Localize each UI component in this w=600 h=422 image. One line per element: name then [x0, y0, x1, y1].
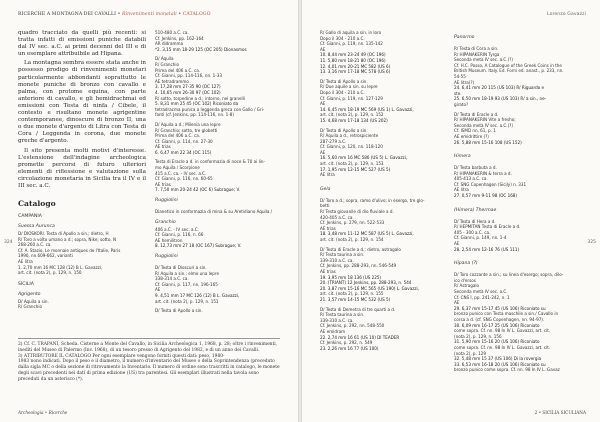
- coin-entry: 30. 6,09 mm 16-17 25 (US 106) Riconiato: [454, 322, 540, 328]
- entry-line: AE litra: [18, 259, 33, 265]
- entry-line: 420-405 a.C. ca.: [320, 214, 354, 220]
- footnote: 1983 nono indicati. Dopo il peso e il diametro, il numero d'inventario del Museo o della Soprintendenza (preceduto dalla sigla MC o della sezione di ritrovamento la Inventario. Il numero di ordine sono trascritti in catalogo, le monete degli scavi precedenti nei dati di prima edizione (US) tra parentesi. Gli esemplari illustrati nella tavola sono preceduti da un asterisco (*).: [18, 359, 280, 382]
- entry-line: 1. 2,70 mm 16 MC 128 (12) B L. Gavazzi,: [18, 264, 103, 270]
- entry-line: D/ Testa di Hera a d.: [454, 218, 496, 224]
- mint-heading: Ruggiolini: [155, 254, 178, 259]
- spacer: [320, 178, 448, 182]
- entry-line: betti: [320, 203, 330, 209]
- entry-line: 287-279 a.C.: [320, 138, 347, 144]
- entry-line: Cf. Gianni, p. 119, nn. 127-129: [320, 95, 383, 101]
- entry-line: R/ Testa taurina a sin.: [320, 252, 365, 258]
- entry-line: mo Aquila / Scorpione: [155, 165, 200, 171]
- coin-entry: 3. 17,28 mm 27-35 90 (OC 127): [155, 84, 221, 90]
- entry-line: AE: [454, 300, 460, 306]
- entry-line: R/ Granchio: [18, 304, 42, 310]
- entry-line: Cf. Jenkins, p. 292, nn. 548-550: [320, 323, 385, 329]
- entry-line: D/ Testa di Apollo a sin.: [320, 78, 368, 84]
- coin-entry: 20. (TRIANT) 12 Jenkins, pp. 288-293, n. 544: [320, 280, 412, 286]
- entry-line: Cf. Jenkins, pp. 162-164: [155, 35, 204, 41]
- entry-line: 1990, nn.609-662, varianti: [18, 253, 73, 259]
- page-number-left: 324: [4, 240, 13, 245]
- coin-entry: 9. 4,51 mm 17 MC 126 (12) B L. Gavazzi,: [155, 292, 240, 298]
- entry-line: Cf. Gianni, p. 114, nn. 27-30: [155, 138, 213, 144]
- entry-line: R/ Testa di Cora a sin.: [454, 46, 499, 51]
- entry-line: AE: [320, 149, 326, 155]
- catalogue-entries: [18, 214, 146, 310]
- entry-line: AE litra(?): [454, 79, 475, 85]
- coin-entry: 25. 6,50 mm 18-19 93 (US 103) R/ a sin., ne-: [454, 96, 547, 102]
- entry-line: bronzo punico come sopra. Cf. nn. 98 In IV L. Gavaz: [454, 367, 560, 373]
- coin-entry: 29. 6,37 mm 15-17 45 (US 106) Riconiato su: [454, 305, 546, 311]
- body-paragraph: quadro tracciato da quelli più recenti: si tratta infatti di emissioni puniche databili dal IV sec. a.C. ai primi decenni del III e di un esemplare attribuibile ad Hipana.: [18, 30, 146, 58]
- entry-line: R/ Testa taurina a sin.: [320, 312, 365, 318]
- entry-line: Cf. Gianni, pp. 114-116, nn. 1-33: [155, 73, 222, 79]
- entry-line: R/ Toro a volto umano a d.; sopra, Nike; sotto, N: [18, 236, 117, 242]
- entry-line: 510-480 a.C. ca.: [155, 30, 189, 35]
- entry-line: AE tetradrammo: [155, 78, 189, 84]
- entry-line: AE trias: [320, 225, 336, 231]
- entry-line: 406 a.C. - IV sec. a.C.: [155, 226, 199, 232]
- coin-entry: 14. 6,45 mm 18-19 MC 569 (US 1) L. Gavazzi,: [320, 106, 414, 112]
- coin-entry: 7. 7,50 mm 20-24 42 (OC 6) Subrague; V.: [155, 187, 241, 193]
- entry-line: come sopra. Cf. nn. 98 In IV L. Gavazzi, art. cit.: [454, 344, 551, 350]
- entry-line: R/ Astragalo: [454, 283, 480, 289]
- entry-line: fanti (cf. Jenkins, pp. 114-116, nn. 1-8): [155, 112, 234, 118]
- entry-line: Cf. Jenkins, p. 292, n. 549: [320, 340, 373, 346]
- entry-line: AE trias: [155, 181, 171, 187]
- entry-line: AE hemilitron: [155, 237, 183, 243]
- entry-line: R/ sotto, torpedine a d.; intorno, nei granelli: [155, 95, 245, 101]
- entry-line: R/ Due aquile a sin. su lepre: [320, 84, 378, 90]
- footer-left: Archeologia • Ricerche: [18, 410, 68, 415]
- running-head-right: Lorenzo Gavazzi: [546, 12, 586, 17]
- entry-line: Cf. SNG Copenhagen (Sicily) n. 331: [454, 181, 527, 187]
- entry-line: girato?: [454, 101, 469, 107]
- entry-line: Dopo il 304 - 210 a.C.: [320, 35, 365, 41]
- entry-line: 405-413 a.C. ca.: [454, 176, 488, 182]
- running-head-left: RICERCHE A MONTAGNA DEI CAVALLI • Rinvenimenti monetali • CATALOGO: [18, 12, 211, 17]
- spacer: [454, 199, 586, 203]
- coin-entry: 19. 3,95 mm 18 136 (US 225): [320, 274, 382, 280]
- entry-line: 415 a.C. ca. - IV sec. a.C.: [155, 170, 207, 176]
- entry-line: R/ Gallo di aquila a sin. in loro: [320, 30, 382, 35]
- coin-entry: 33. 6,53 mm 16-18 20 (US 106) Riconiato su: [454, 361, 546, 367]
- right-column-2: [454, 30, 586, 373]
- entry-line: D/ Toro a d.; sopra, ramo d'ulivo; in esergo, tre glo-: [320, 197, 425, 203]
- mint-heading: Agrigento: [18, 291, 41, 297]
- entry-line: bronzo punico con Testa maschile a sin./ Cavallo in: [454, 311, 559, 317]
- entry-line: D/ Aquila: [155, 56, 174, 62]
- entry-line: D/ DIOSKORI. Testa di Apollo a sin.; dietro, H: [18, 231, 109, 237]
- entry-line: art. cit. (nota 2), p. 129, n. 154: [320, 237, 384, 242]
- spacer: [454, 145, 586, 149]
- footnotes: [18, 338, 280, 383]
- mint-heading: Hipana (?): [454, 261, 478, 267]
- coin-entry: 18. 3,48 mm 11-12 MC 587 (US 5) L. Gavazzi,: [320, 231, 414, 237]
- entry-line: R/ HIPANAKERIN Vite a fresho;: [454, 117, 516, 123]
- running-head-title: RICERCHE A MONTAGNA DEI CAVALLI: [18, 12, 117, 17]
- entry-line: D/ Testa di Demetra di tre quarti a d.: [320, 306, 396, 312]
- entry-line: D/ Testa barbuta a d.: [454, 165, 497, 171]
- entry-line: art. cit. (nota 2), p. 129, n. 151: [155, 298, 219, 304]
- region-heading: SICILIA: [18, 281, 34, 287]
- left-page: [0, 0, 298, 422]
- entry-line: Testa di Eracle a d. in conformazia di noce & 70 ai lin-: [155, 159, 265, 165]
- entry-line: 268-260 a.C. ca.: [18, 242, 52, 248]
- coin-entry: 12. 4,01 mm 20-21 MC 582 (US 6): [320, 63, 391, 69]
- mint-heading: Panormo: [454, 35, 475, 40]
- entry-line: Dianetico in conformazia di mina & su Aretidiano Aquila /: [155, 209, 273, 215]
- entry-line: Seconda metà IV sec. a.C.(?): [454, 122, 513, 128]
- coin-entry: 23. 2,26 mm 16 77 (US 100): [320, 345, 379, 351]
- entry-line: D/ Aquila a sin.: [18, 298, 49, 304]
- coin-entry: 32. 5,48 mm 15 37 (US 106) Di la rovergia: [454, 356, 542, 362]
- coin-entry: 16. 5,60 mm 16 MC 586 (US 5) L. Gavazzi,: [320, 155, 408, 161]
- entry-line: (nota 2), p. 129, n. 156: [454, 333, 502, 339]
- footer-right: 2 • SICILIA SICULIANA: [534, 410, 586, 415]
- coin-entry: 13. 3,16 mm 17-18 MC 578 (US 6): [320, 69, 391, 75]
- entry-line: R/ Testa giovanile di dio fluviale a d.: [320, 209, 394, 215]
- mint-heading: Suessa Aurunca: [18, 224, 55, 230]
- entry-line: R/ Aquila a sin.; elmo una lepre: [155, 270, 220, 276]
- coin-entry: 27. 0,57 mm 9-11 98 (OC 168): [454, 193, 517, 199]
- entry-line: Cf. Gianni, p. 116, n. 66: [155, 232, 204, 238]
- entry-line: ico d'ersos: [454, 277, 476, 283]
- mint-heading: Granchio: [155, 219, 176, 225]
- coin-entry: 22. 2,74 mm 16 61 (US 10) DI TEADER: [320, 334, 400, 340]
- entry-line: AE trias: [320, 268, 336, 274]
- coin-entry: 15. 4,68 mm 17-18 134 (US 202): [320, 117, 388, 123]
- running-head-section: CATALOGO: [182, 12, 211, 17]
- coin-entry: 26. 5,88 mm 15-16 108 (US 152): [454, 139, 522, 145]
- entry-line: D/ Testa di Eracle a d.: [454, 111, 499, 117]
- entry-line: AE emidram: [320, 328, 346, 334]
- mint-heading: Himera: [454, 154, 471, 160]
- entry-line: AE: [320, 101, 326, 107]
- mint-heading: Ruggiolini: [155, 198, 178, 204]
- catalogue-heading: Catalogo: [18, 199, 56, 209]
- entry-line: Cf. CNS I, pp. 241-242, n. 1: [454, 294, 510, 300]
- entry-line: R/ HIPANAKERIN & terra a d.: [454, 170, 512, 176]
- entry-line: tetradracma punica a leggenda greca con Gallo / Gri-: [155, 106, 265, 112]
- entry-line: Dopo il 304 - 210 a.C.: [320, 89, 365, 95]
- right-column-1: [320, 30, 448, 351]
- footnote: 3) ATTRIBUTORE IL CATALOGO Per ogni esemplare vengono forniti questi dati: peso, 1980-: [18, 353, 225, 359]
- coin-entry: 20. 3,87 mm 15-16 MC 565 (US 190) L. Gavazzi,: [320, 285, 419, 291]
- entry-line: D/ Testa di Dioscuri a sin.: [155, 265, 207, 270]
- entry-line: R/ Granchio; sotto, tre globetti: [155, 127, 218, 133]
- entry-line: 339-310 a.C. ca.: [320, 317, 354, 323]
- entry-line: Cf. ISMD nn. 61, p. 1: [454, 128, 496, 134]
- entry-line: AE emidrittire (?): [454, 133, 489, 139]
- coin-entry: 8. 12,73 mm 27 18 (OC 167) Subrague; V.: [155, 243, 242, 249]
- coin-entry: 5. 8,31 mm 25 45 (OC 102) Riconiato da: [155, 101, 239, 107]
- coin-entry: 28. 2,54 mm 12-16 76 (US 111): [454, 246, 520, 252]
- region-heading: CAMPANIA: [18, 214, 42, 220]
- entry-line: R/ Aquila a d., retrospiciente: [320, 133, 379, 139]
- entry-line: D/ Toro cozzante a sin.; su linea d'esergo; sopra, dilo-: [454, 272, 564, 278]
- entry-line: Cf. Jenkins, p. 279, nn. 522-533: [320, 220, 385, 226]
- entry-line: AE trias: [155, 144, 171, 150]
- entry-line: Cf. Gianni, p. 117, nn. 196-165: [155, 281, 218, 287]
- entry-line: 338-314 a.C. ca.: [155, 276, 189, 282]
- page-number-right: 325: [587, 240, 596, 245]
- body-paragraph: Il sito presenta molti motivi d'interesse. L'estensione dell'indagine archeologica promette percorsi di futuro ulteriori elementi di riflessione e valutazione sulla circolazione monetaria in Sicilia tra il IV e il III sec. a.C.: [18, 147, 146, 189]
- entry-line: AE: [155, 287, 161, 293]
- entry-line: Cf. Gianni, p. 149, nn. 1-4: [454, 235, 507, 241]
- left-column-2: [155, 30, 283, 314]
- entry-line: D/ Testa di Eracle a d.; dietro, astragalo: [320, 246, 401, 252]
- coin-entry: 17. 1,95 mm 12-15 MC 527 (US 5): [320, 166, 391, 172]
- entry-line: R/ Granchio: [155, 61, 179, 67]
- entry-line: Cf. A. Stazio, Le monnaie antiques de l'Italie, Paris: [18, 247, 121, 253]
- running-head-subtitle: Rinvenimenti monetali: [122, 12, 177, 17]
- entry-line: art. cit. (nota 2), p. 129, n. 153: [320, 161, 384, 167]
- entry-line: Cf. Gianni, p. 116, nn. 60-65: [155, 176, 213, 182]
- entry-line: (nota 2), p. 129: [454, 350, 486, 356]
- entry-line: AE litra: [454, 187, 469, 193]
- entry-line: AE: [320, 46, 326, 52]
- left-column-1: [18, 30, 146, 310]
- entry-line: Cf. H.C. Posso, A Catalogue of the Greek Coins in the: [454, 62, 562, 68]
- entry-line: Prima del 406 a.C. ca.: [155, 67, 201, 73]
- entry-line: Seconda metà IV sec. a.C.: [454, 289, 508, 294]
- entry-line: R/ HIPANAKERIN Tyrga: [454, 51, 500, 57]
- coin-entry: 6. 6,47 mm 22 34 (OC 115): [155, 149, 212, 155]
- entry-line: AR didramma: [155, 41, 183, 47]
- entry-line: AE litra: [320, 172, 335, 178]
- entry-line: come sopra. Cf. nn. 98 In IV L. Gavazzi, art. cit.: [454, 328, 551, 334]
- body-text: [18, 30, 146, 190]
- entry-line: art. cit. (nota 2), p. 129, n. 150: [18, 270, 82, 276]
- entry-line: Seconda metà IV sec. a.C.(?): [454, 57, 513, 63]
- coin-entry: 4. 10,65 mm 26-30 97 (OC 102): [155, 89, 221, 95]
- entry-line: D/ Testa di Apollo a sin.: [155, 308, 203, 314]
- entry-line: corsa a d. (cf. SNG Copenhagen, nn. 94-97).: [454, 316, 545, 322]
- entry-line: 405 - 300 a.C. ca.: [454, 229, 491, 235]
- entry-line: ste.: [454, 90, 462, 96]
- coin-entry: 11. 5,80 mm 18-21 80 (OC 196): [320, 57, 386, 63]
- entry-line: D/ Testa di Apollo a sin.: [320, 127, 368, 133]
- mint-heading: Gela: [320, 186, 331, 192]
- mint-heading: (Himera) Thermae: [454, 207, 497, 213]
- entry-line: R/ HEPMITAN Testa di Eracle a d.: [454, 224, 521, 230]
- entry-line: 54-55: [454, 73, 466, 79]
- right-page: [302, 0, 600, 422]
- entry-line: art. cit. (nota 2), p. 129, n. 155: [320, 291, 384, 297]
- coin-entry: *2. 3,15 mm 18-29 125 (OC 205) Dionasmos: [155, 46, 247, 52]
- footnote: 2) Cf. C. TRAPANI, Scheda. Cisterne a Monte del Cavallo, in Sicilia Archeologica 1, 1968, p. 28; oltre i rinvenimenti, inediti del Museo di Palermo (Inv. 1968), di un tesoro presso di Agrigento del 1982, e di un anno dei Cavalli.: [18, 342, 278, 353]
- spacer: [454, 252, 586, 256]
- entry-line: 339-310 a.C. ca.: [320, 257, 354, 263]
- entry-line: D/ Aquila a d.; Milenia una lepre: [155, 121, 221, 127]
- entry-line: AE: [454, 241, 460, 247]
- coin-entry: 10. 8,44 mm 23-24 49 (OC 196): [320, 52, 386, 58]
- entry-line: Cf. Jenkins, pp. 288-293, nn. 546-549: [320, 263, 397, 269]
- entry-line: British Museum. Italy. Ed. Forni ed. anast., p. 233, nn.: [454, 68, 564, 74]
- entry-line: art. cit. (nota 2), p. 129, n. 152: [320, 112, 384, 118]
- coin-entry: 31. 5,90 mm 15-16 20 (US 106) Riconiato: [454, 339, 540, 345]
- entry-line: Cf. Gianni, p. 120, nn. 118-120: [320, 144, 383, 150]
- body-paragraph: La montagna sembra essere stata anche in possesso prodigo di rinvenimenti monetari particolarmente abbondanti soprattutto le monete puniche di bronzo con cavallo e palma, con protome equina, con parte anteriore di cavallo, e gli hemidrachmai ed emissioni con Testa di ninfa / Cibele, il contesto e risultano monete agrigentine contemporanee, dinoscure di bronzo II, una o due monete d'argento di Litra con Testa di Cora / Leggenda in corona, due monete greche d'argento.: [18, 60, 146, 145]
- coin-entry: 24. 6,41 mm 20 115 (US 103) R/ Riguardo e: [454, 85, 545, 91]
- coin-entry: 21. 3,57 mm 14-15 MC 532 (US 5): [320, 296, 391, 302]
- entry-line: Cf. Gianni, p. 119, nn. 135-142: [320, 41, 383, 47]
- entry-line: Prima del 406 a.C. ca.: [155, 133, 201, 139]
